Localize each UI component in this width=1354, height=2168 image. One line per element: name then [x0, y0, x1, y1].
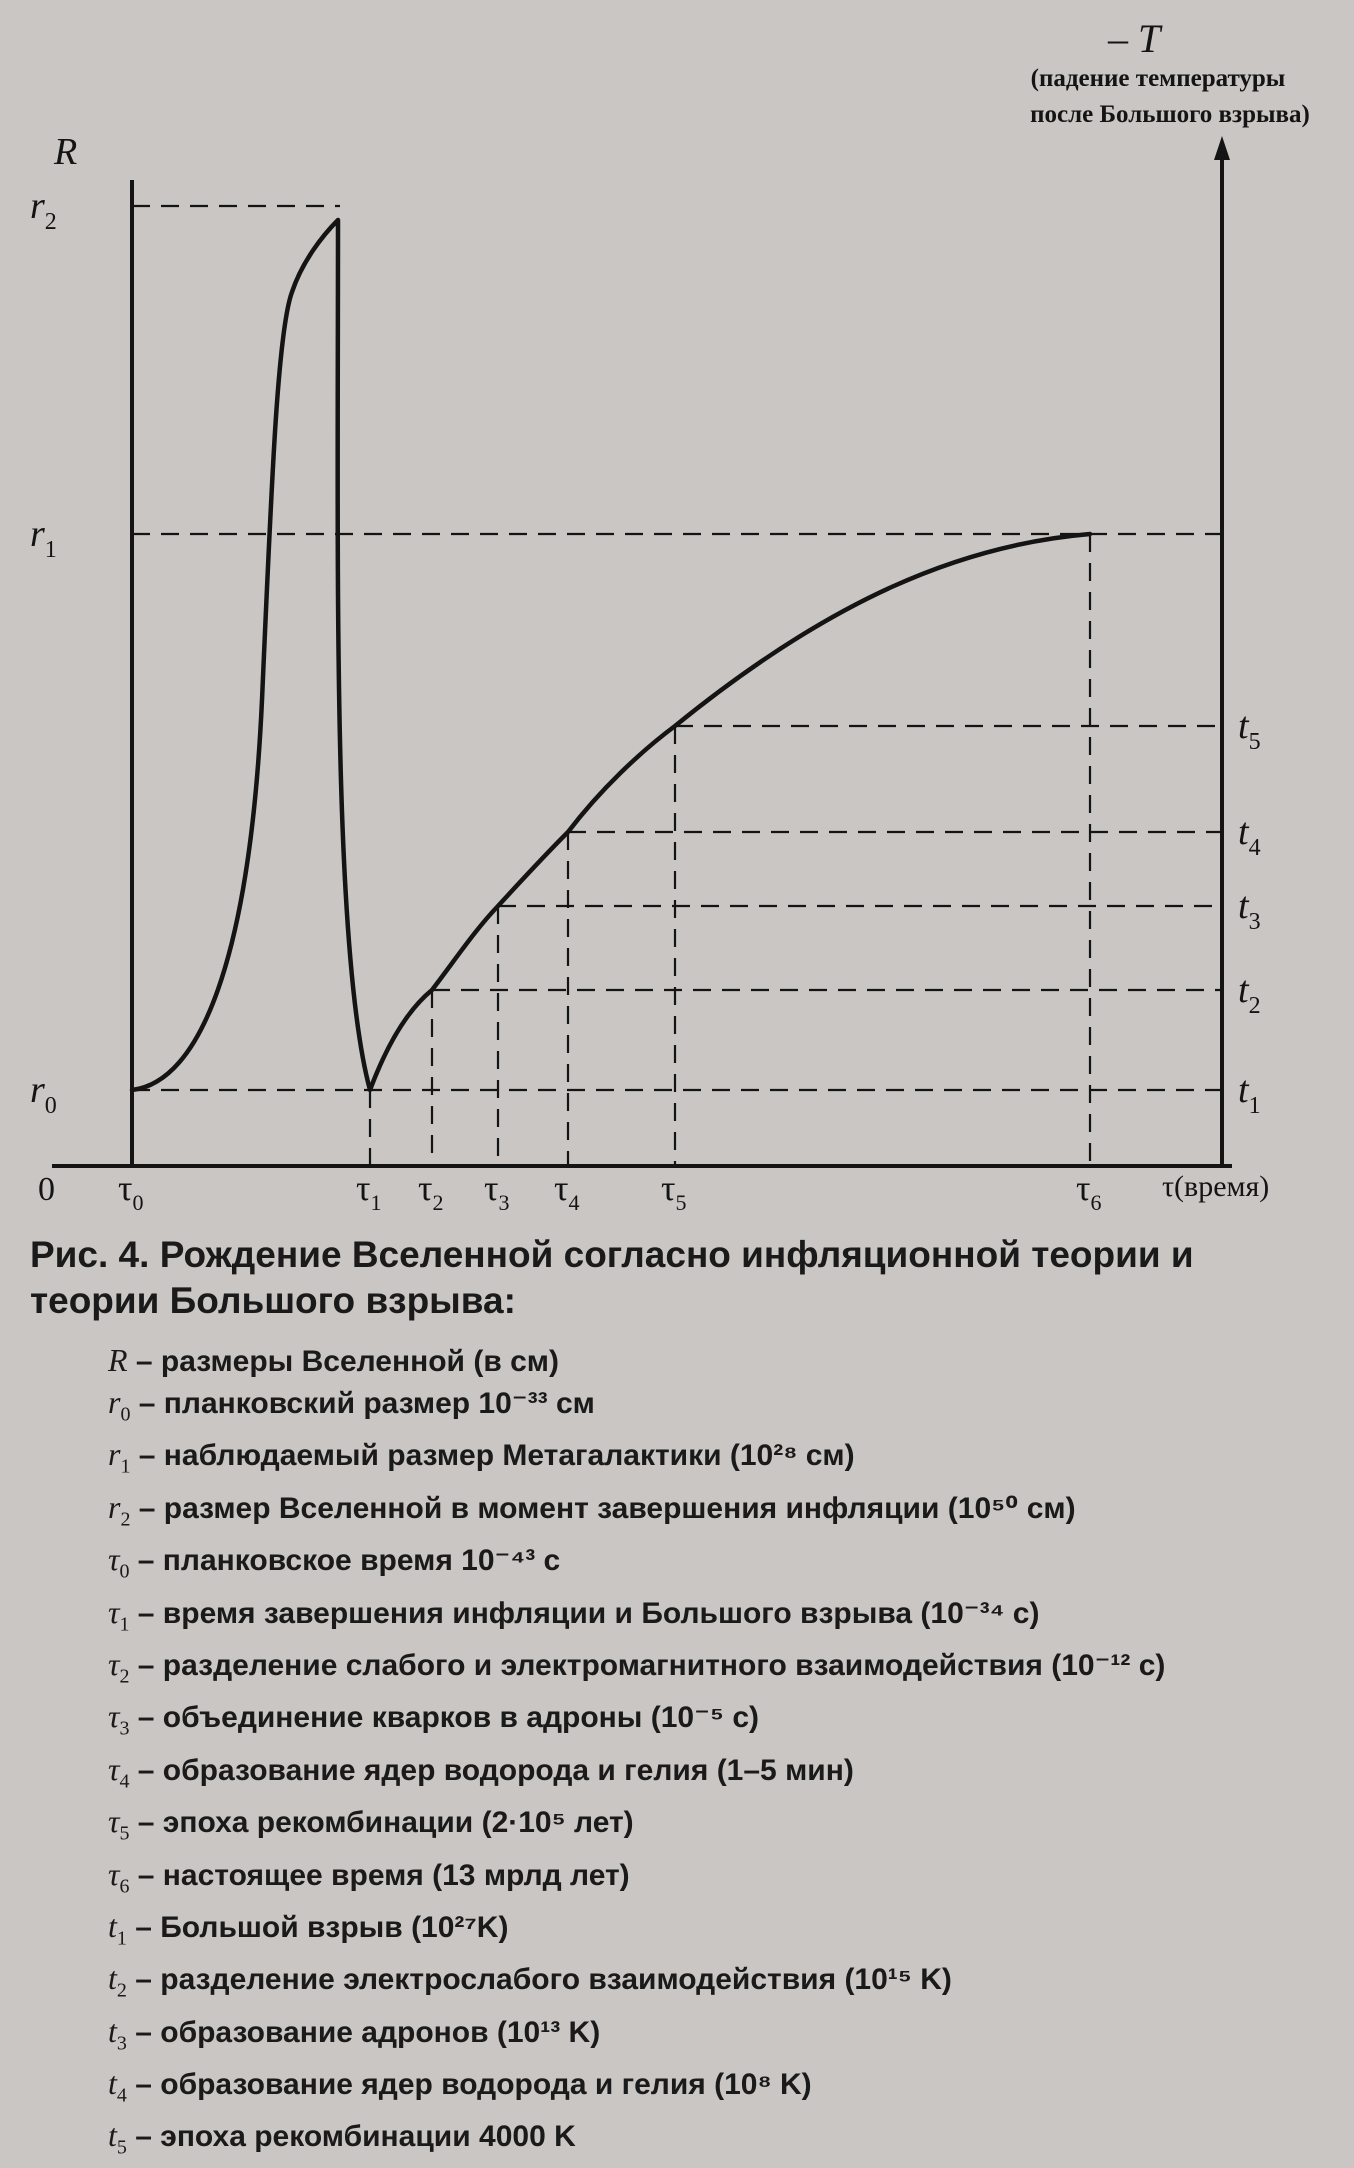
legend-symbol: $t_4$ [108, 2065, 127, 2107]
tick-label-t5: $t_5$ [1238, 705, 1261, 755]
tick-label-tau5: $\tau_5$ [661, 1168, 687, 1215]
right-axis-note-line2: после Большого взрыва) [1030, 101, 1310, 128]
legend-text: – эпоха рекомбинации 4000 K [126, 2120, 576, 2154]
legend-symbol: $\tau_6$ [108, 1855, 130, 1897]
axes [52, 136, 1232, 1166]
legend-symbol: $\tau_4$ [108, 1750, 130, 1793]
legend-text: – разделение слабого и электромагнитного взаимодействия (10⁻¹² с) [129, 1648, 1166, 1682]
legend-symbol: R [108, 1342, 128, 1378]
tick-label-r1: $r_1$ [30, 513, 57, 563]
right-axis-arrow [1214, 136, 1230, 160]
legend-item [108, 2115, 1338, 2167]
legend-symbol: $\tau_0$ [108, 1541, 130, 1583]
legend-symbol: $\tau_3$ [108, 1698, 130, 1740]
figure-caption [30, 1232, 1330, 1324]
right-axis-label: – T [1108, 16, 1161, 61]
legend-text: – разделение электрослабого взаимодействия (10¹⁵ K) [126, 1963, 952, 1997]
legend-text: – размеры Вселенной (в см) [127, 1345, 559, 1378]
tick-label-tau1: $\tau_1$ [356, 1168, 382, 1215]
legend-item [108, 1696, 1338, 1748]
legend-item [108, 2063, 1338, 2115]
legend-item [108, 1958, 1338, 2010]
dashed-guide-lines [132, 206, 1222, 1166]
legend-item [108, 1382, 1338, 1434]
legend-item [108, 1340, 1338, 1382]
legend-item [108, 1487, 1338, 1539]
legend-symbol: $t_3$ [108, 2012, 127, 2055]
legend [108, 1340, 1338, 2168]
y-axis-label: R [54, 131, 78, 173]
legend-item [108, 1644, 1338, 1696]
legend-text: – Большой взрыв (10²⁷K) [126, 1910, 509, 1944]
legend-item [108, 1434, 1338, 1486]
legend-symbol: $\tau_2$ [108, 1645, 130, 1688]
legend-text: – размер Вселенной в момент завершения инфляции (10⁵⁰ см) [130, 1491, 1076, 1525]
legend-symbol: $r_1$ [108, 1436, 131, 1478]
tick-label-t2: $t_2$ [1238, 969, 1261, 1019]
legend-symbol: $t_1$ [108, 1907, 127, 1950]
legend-text: – образование ядер водорода и гелия (1–5 мин) [129, 1753, 854, 1787]
tick-labels [30, 185, 1261, 1215]
legend-text: – время завершения инфляции и Большого взрыва (10⁻³⁴ с) [129, 1596, 1040, 1630]
legend-item [108, 2011, 1338, 2063]
tick-label-t1: $t_1$ [1238, 1069, 1261, 1119]
legend-symbol: $\tau_5$ [108, 1803, 130, 1845]
legend-text: – образование ядер водорода и гелия (10⁸ K) [126, 2068, 812, 2102]
tick-label-tau4: $\tau_4$ [554, 1168, 580, 1215]
legend-symbol: $r_0$ [108, 1384, 131, 1426]
legend-text: – настоящее время (13 мрлд лет) [129, 1858, 630, 1892]
legend-text: – эпоха рекомбинации (2·10⁵ лет) [129, 1806, 634, 1840]
legend-text: – планковское время 10⁻⁴³ с [129, 1544, 561, 1578]
legend-item [108, 1592, 1338, 1644]
tick-label-tau6: $\tau_6$ [1076, 1168, 1102, 1215]
origin-label: 0 [38, 1171, 55, 1208]
legend-symbol: $\tau_1$ [108, 1593, 130, 1635]
tick-label-t3: $t_3$ [1238, 885, 1261, 935]
caption-text: Рождение Вселенной согласно инфляционной теории и теории Большого взрыва: [30, 1234, 1194, 1321]
caption-prefix: Рис. 4. [30, 1234, 150, 1275]
legend-symbol: $r_2$ [108, 1488, 131, 1531]
tick-label-r0: $r_0$ [30, 1069, 57, 1119]
legend-text: – планковский размер 10⁻³³ см [130, 1387, 595, 1420]
legend-text: – наблюдаемый размер Метагалактики (10²⁸ см) [130, 1439, 855, 1473]
tick-label-tau2: $\tau_2$ [418, 1168, 444, 1215]
legend-symbol: $t_5$ [108, 2117, 127, 2159]
legend-item [108, 1539, 1338, 1591]
legend-text: – образование адронов (10¹³ K) [126, 2015, 601, 2049]
tick-label-r2: $r_2$ [30, 185, 57, 235]
x-axis-label: τ(время) [1162, 1170, 1270, 1203]
legend-symbol: $t_2$ [108, 1960, 127, 2002]
tick-label-tau3: $\tau_3$ [484, 1168, 510, 1215]
legend-item [108, 1801, 1338, 1853]
legend-text: – объединение кварков в адроны (10⁻⁵ с) [129, 1701, 760, 1735]
legend-item [108, 1749, 1338, 1801]
legend-item [108, 1854, 1338, 1906]
tick-label-tau0: $\tau_0$ [118, 1168, 144, 1215]
legend-item [108, 1906, 1338, 1958]
right-axis-note-line1: (падение температуры [1030, 65, 1286, 92]
series-line-universe-size [132, 220, 1090, 1090]
tick-label-t4: $t_4$ [1238, 811, 1261, 861]
